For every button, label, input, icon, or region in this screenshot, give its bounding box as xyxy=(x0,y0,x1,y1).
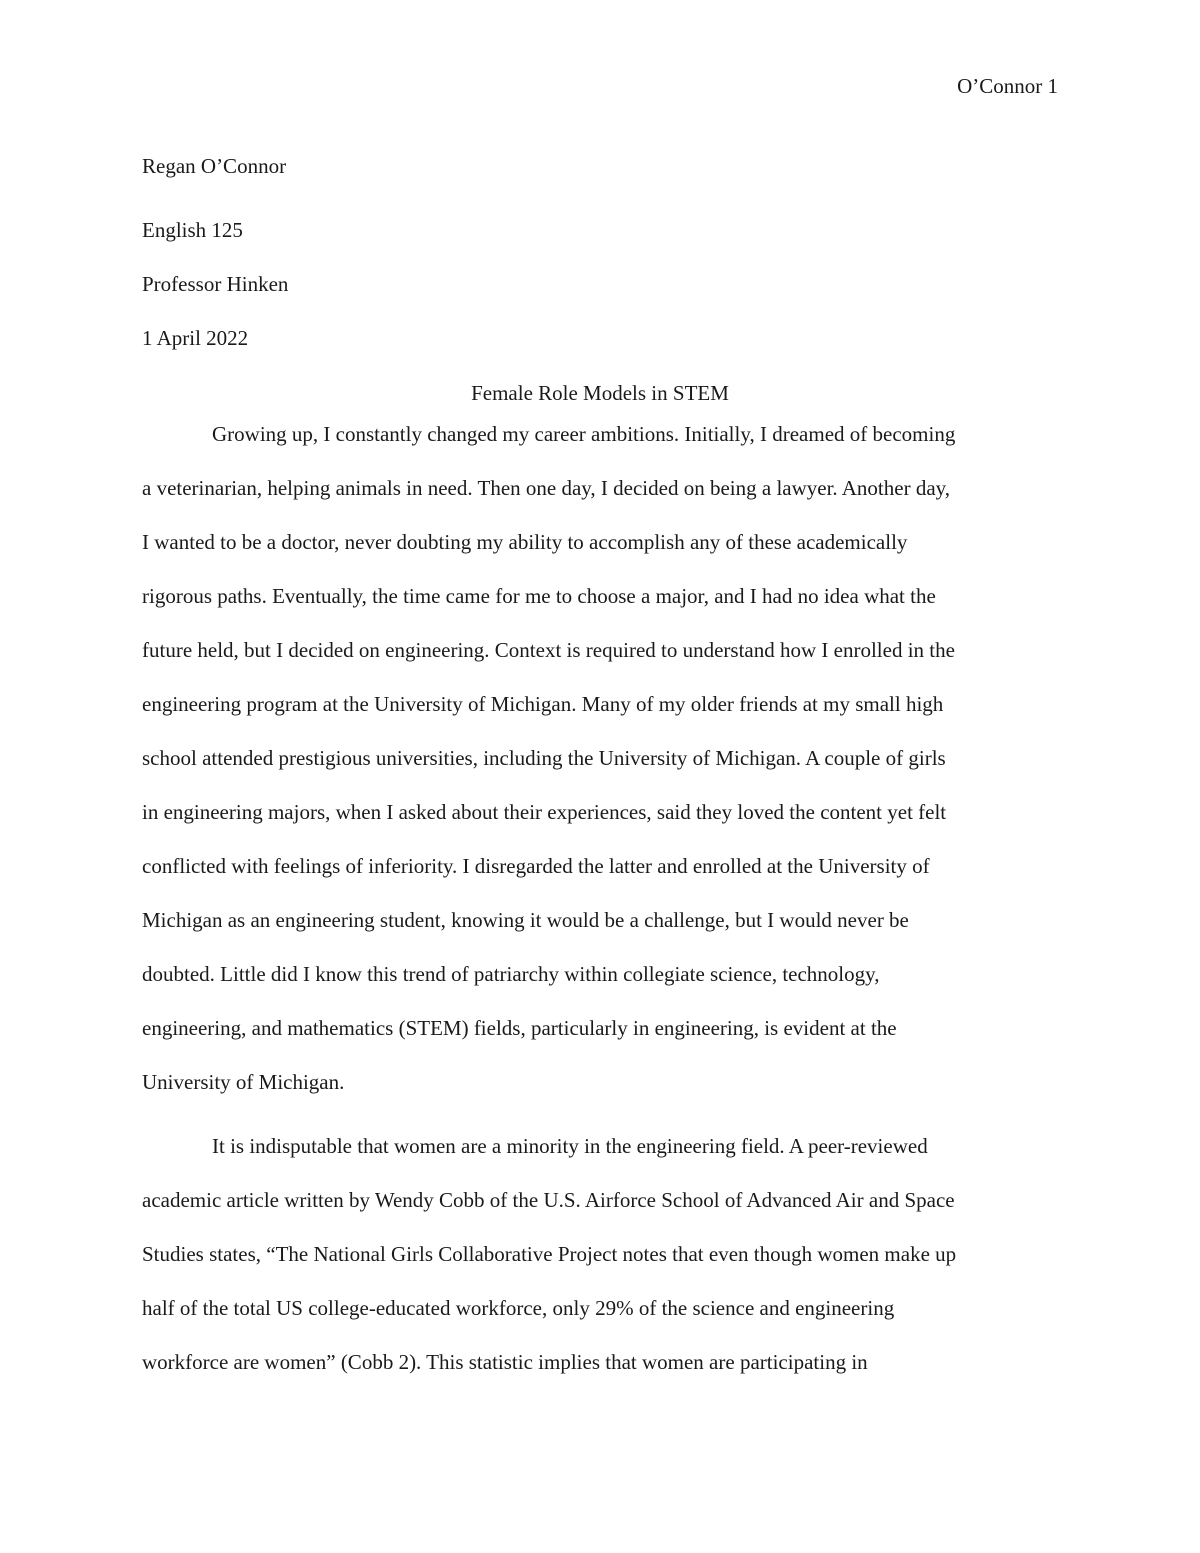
paragraph-line: half of the total US college-educated workforce, only 29% of the science and engineering xyxy=(142,1296,895,1320)
instructor-name: Professor Hinken xyxy=(142,272,289,296)
running-head: O’Connor 1 xyxy=(957,74,1058,98)
essay-date: 1 April 2022 xyxy=(142,326,249,350)
paragraph-line: doubted. Little did I know this trend of patriarchy within collegiate science, technology, xyxy=(142,962,880,986)
paragraph-line: rigorous paths. Eventually, the time came for me to choose a major, and I had no idea what the xyxy=(142,584,936,608)
paragraph-line: I wanted to be a doctor, never doubting my ability to accomplish any of these academically xyxy=(142,530,908,554)
paragraph-line: Growing up, I constantly changed my career ambitions. Initially, I dreamed of becoming xyxy=(212,422,956,446)
essay-title: Female Role Models in STEM xyxy=(471,381,729,405)
author-name: Regan O’Connor xyxy=(142,154,287,178)
paragraph-line: engineering, and mathematics (STEM) fields, particularly in engineering, is evident at the xyxy=(142,1016,897,1040)
paragraph-line: future held, but I decided on engineering. Context is required to understand how I enrolled in the xyxy=(142,638,955,662)
course-name: English 125 xyxy=(142,218,243,242)
paragraph-line: Studies states, “The National Girls Collaborative Project notes that even though women make up xyxy=(142,1242,957,1266)
paragraph-line: in engineering majors, when I asked about their experiences, said they loved the content yet felt xyxy=(142,800,947,824)
paragraph-line: school attended prestigious universities, including the University of Michigan. A couple of girls xyxy=(142,746,946,770)
paragraph-line: conflicted with feelings of inferiority. I disregarded the latter and enrolled at the University of xyxy=(142,854,930,878)
paragraph-line: academic article written by Wendy Cobb of the U.S. Airforce School of Advanced Air and Space xyxy=(142,1188,955,1212)
paragraph-line: a veterinarian, helping animals in need. Then one day, I decided on being a lawyer. Another day, xyxy=(142,476,951,500)
paragraph-line: It is indisputable that women are a minority in the engineering field. A peer-reviewed xyxy=(212,1134,928,1158)
paragraph-line: workforce are women” (Cobb 2). This statistic implies that women are participating in xyxy=(142,1350,868,1374)
paragraph-line: Michigan as an engineering student, knowing it would be a challenge, but I would never be xyxy=(142,908,909,932)
paragraph-line: University of Michigan. xyxy=(142,1070,345,1094)
paragraph-line: engineering program at the University of Michigan. Many of my older friends at my small high xyxy=(142,692,944,716)
